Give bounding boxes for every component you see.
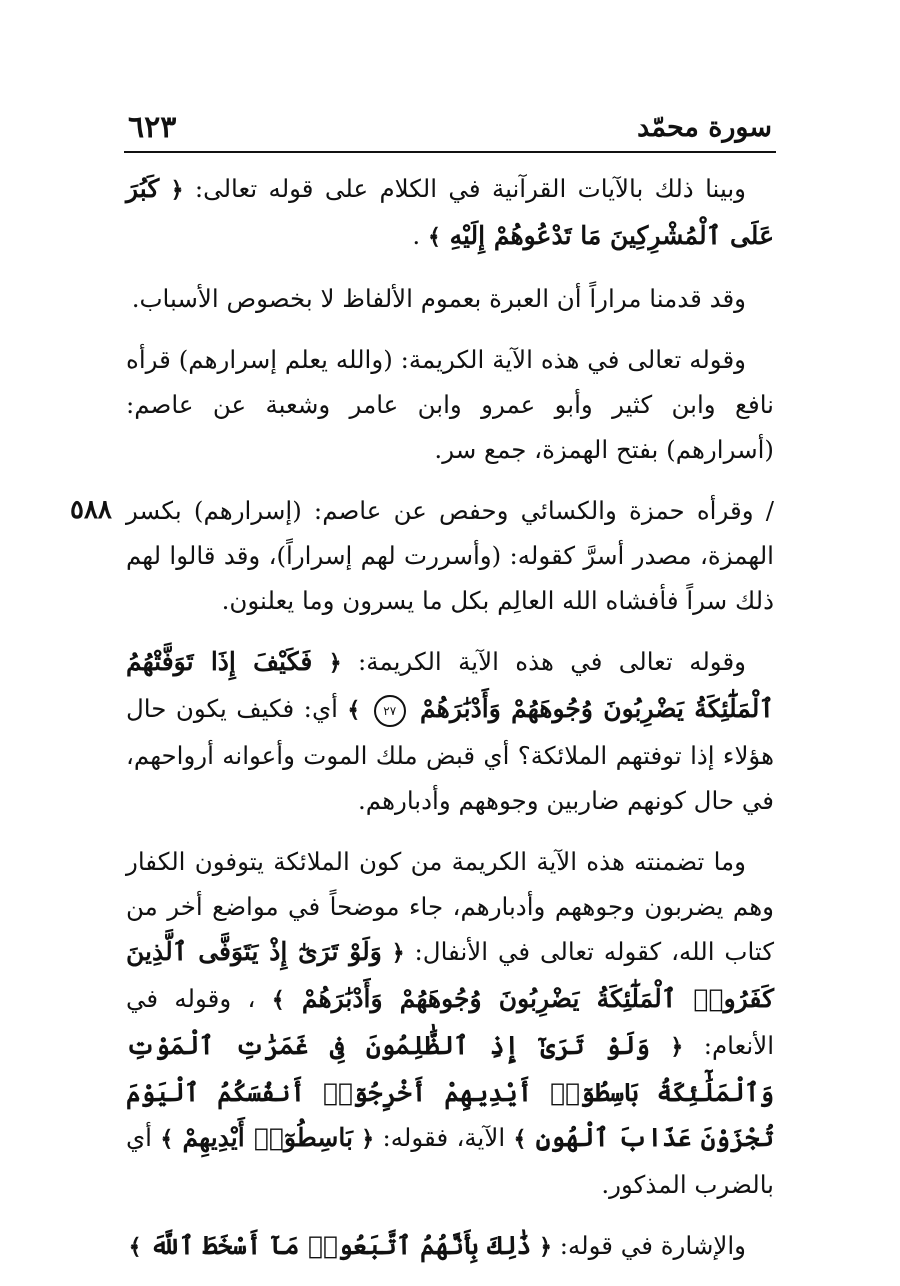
running-head [128,112,772,146]
quran-verse: كَبُرَ عَلَى ٱلْمُشْرِكِينَ مَا تَدْعُوهُمْ إِلَيْهِ [126,174,774,250]
quran-close-bracket: ﴾ [428,224,441,250]
quran-close-bracket: ﴾ [347,697,361,723]
quran-close-bracket: ﴾ [160,1126,174,1152]
paragraph-5 [126,639,774,823]
paragraph-text: أي بالضرب المذكور. [126,1123,774,1199]
paragraph-2 [126,276,774,321]
paragraph-text: أي: فكيف يكون حال هؤلاء إذا توفتهم الملائكة؟ أي قبض ملك الموت وأعوانه أرواحهم، في حال كونهم ضاربين وجوههم وأدبارهم. [126,694,774,815]
quran-verse: ذَٰلِكَ بِأَنَّهُمُ ٱتَّبَعُوا۟ مَآ أَسْخَطَ ٱللَّهَ [141,1231,532,1260]
ayah-number-medallion: ٢٧ [374,695,406,727]
quran-verse: وَلَوْ تَرَىٰٓ إِذْ يَتَوَفَّى ٱلَّذِينَ كَفَرُوا۟ ٱلْمَلَٰٓئِكَةُ يَضْرِبُونَ وُجُوهَهُمْ وَأَدْبَٰرَهُمْ [126,937,774,1013]
quran-verse: فَكَيْفَ إِذَا تَوَفَّتْهُمُ ٱلْمَلَٰٓئِكَةُ يَضْرِبُونَ وُجُوهَهُمْ وَأَدْبَٰرَهُمْ [126,647,774,723]
quran-close-bracket: ﴾ [513,1126,527,1152]
paragraph-text: وما تضمنته هذه الآية الكريمة من كون الملائكة يتوفون الكفار وهم يضربون وجوههم وأدبارهم، جاء موضحاً في مواضع أخر من كتاب الله، كقوله تعالى في الأنفال: [126,847,774,966]
quran-open-bracket: ﴿ [391,940,405,966]
paragraph-text: وقوله تعالى في هذه الآية الكريمة: (والله يعلم إسرارهم) قرأه نافع وابن كثير وأبو عمرو وابن عامر وشعبة عن عاصم: (أسرارهم) بفتح الهمزة، جمع سر. [126,345,774,464]
quran-close-bracket: ﴾ [128,1234,142,1260]
quran-open-bracket: ﴿ [670,1034,684,1060]
paragraph-text: / وقرأه حمزة والكسائي وحفص عن عاصم: (إسرارهم) بكسر الهمزة، مصدر أسرَّ كقوله: (وأسررت لهم إسراراً)، وقد قالوا لهم ذلك سراً فأفشاه الله العالِم بكل ما يسرون وما يعلنون. [126,496,774,615]
paragraph-text: وقد قدمنا مراراً أن العبرة بعموم الألفاظ لا بخصوص الأسباب. [131,284,746,313]
header-rule [124,151,776,153]
quran-verse: بَاسِطُوٓا۟ أَيْدِيهِمْ [173,1123,353,1152]
margin-page-reference: ٥٨٨ [70,495,112,525]
quran-close-bracket: ﴾ [271,987,285,1013]
paragraph-4 [70,488,774,623]
quran-open-bracket: ﴿ [539,1234,552,1260]
paragraph-text: ، وقوله في الأنعام: [126,984,774,1060]
quran-verse: وَلَوْ تَرَىٰٓ إِذِ ٱلظَّٰلِمُونَ فِى غَمَرَٰتِ ٱلْمَوْتِ وَٱلْمَلَٰٓئِكَةُ بَاسِطُوٓا۟ أَيْدِيهِمْ أَخْرِجُوٓا۟ أَنفُسَكُمُ ٱلْيَوْمَ تُجْزَوْنَ عَذَابَ ٱلْهُونِ [126,1031,774,1152]
paragraph-3 [126,337,774,472]
paragraph-text: الآية، فقوله: [374,1123,506,1152]
paragraph-text: والإشارة في قوله: [552,1231,746,1260]
quran-open-bracket: ﴿ [361,1126,375,1152]
paragraph-7 [126,1223,774,1270]
quran-open-bracket: ﴿ [328,650,342,676]
paragraph-text: . [412,221,421,250]
page-number: ٦٢٣ [128,110,177,145]
page-body [70,166,774,1286]
paragraph-text: وقوله تعالى في هذه الآية الكريمة: [341,647,746,676]
quran-open-bracket: ﴿ [170,177,184,203]
paragraph-1 [126,166,774,260]
paragraph-text: وبينا ذلك بالآيات القرآنية في الكلام على قوله تعالى: [183,174,746,203]
surah-title: سورة محمّد [637,112,772,143]
paragraph-6 [126,839,774,1207]
